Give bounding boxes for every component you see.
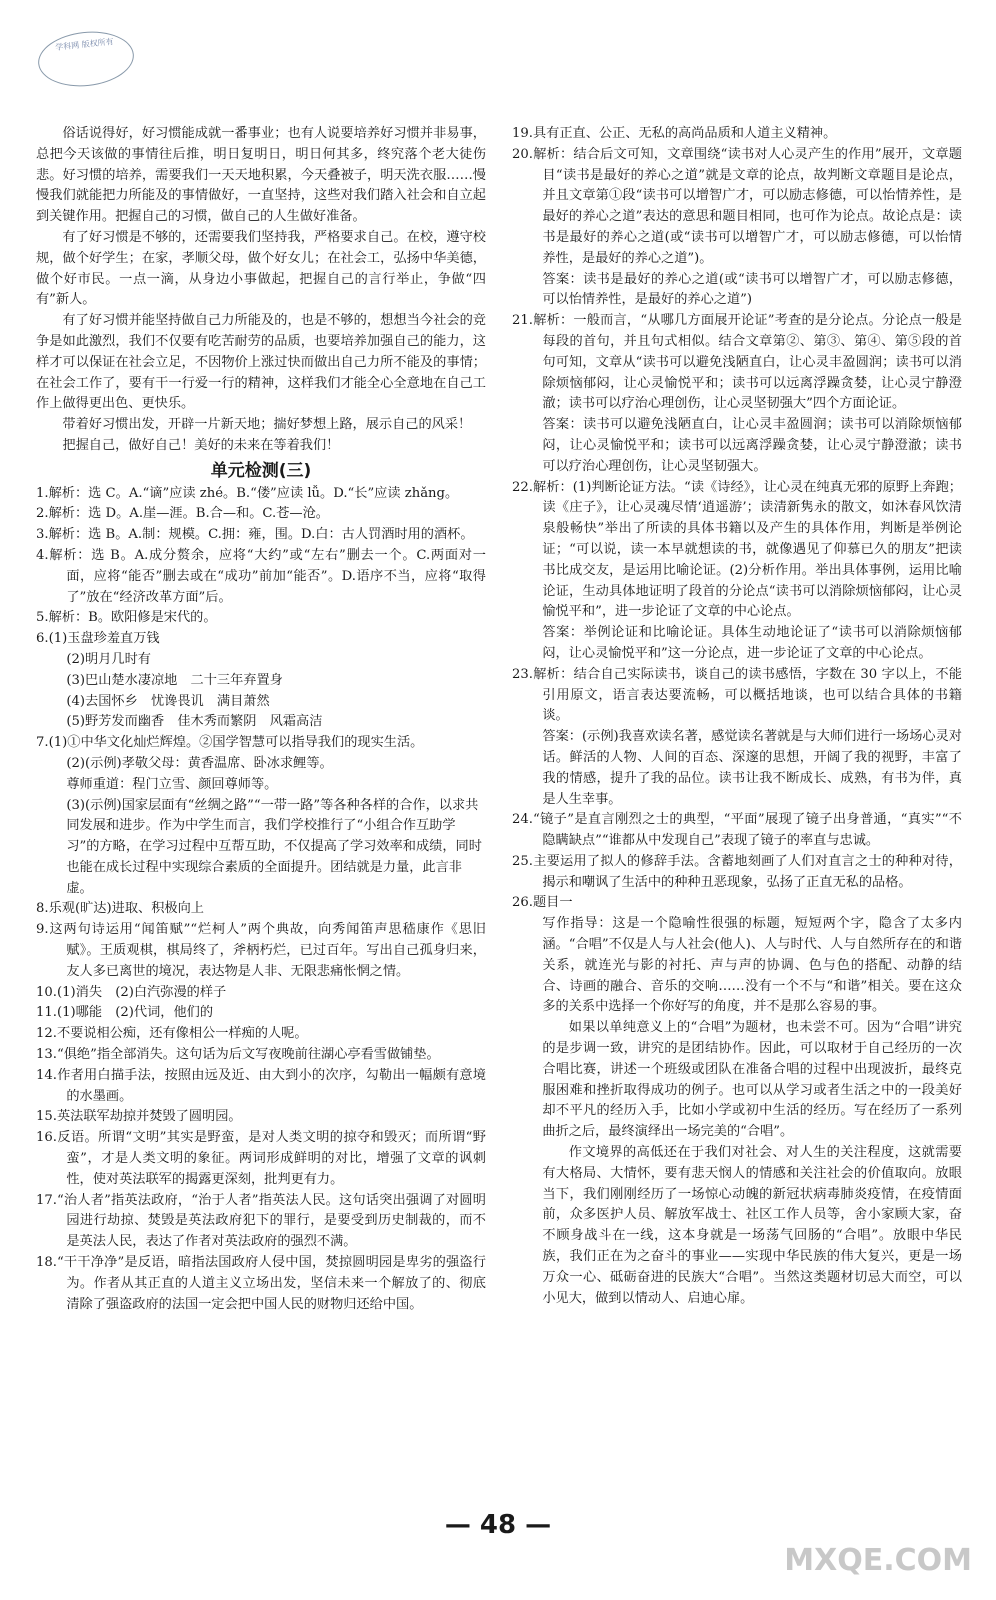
answer-item <box>36 899 486 920</box>
item-text: 解析：选 B。A.制：规模。C.拥：雍，围。D.白：古人罚酒时用的酒杯。 <box>48 527 474 543</box>
page-number: — 48 — <box>444 1510 552 1540</box>
item-number: 11. <box>36 1005 57 1021</box>
answer-item <box>36 1253 486 1315</box>
item-text: 题目一 <box>532 895 573 911</box>
sub-item: (3)(示例)国家层面有“丝绸之路”“一带一路”等各种各样的合作，以求共同发展和进步。作为中学生而言，我们学校推行了“小组合作互助学习”的方略，在学习过程中互帮互助，不仅提高了学习效率和成绩，同时也能在成长过程中实现综合素质的全面提升。团结就是力量，此言非虚。 <box>66 797 482 896</box>
essay-paragraph: 有了好习惯并能坚持做自己力所能及的，也是不够的，想想当今社会的竞争是如此激烈，我们不仅要有吃苦耐劳的品质，也要培养加强自己的能力，这样才可以保证在社会立足，不因物价上涨过快而做出自己力所不能及的事情；在社会工作了，要有干一行爱一行的精神，这样我们才能全心全意地在自己工作上做得更出色、更快乐。 <box>36 313 486 412</box>
left-column <box>36 124 486 1315</box>
watermark-logo: MXQE.COM <box>784 1543 972 1578</box>
answer-item <box>36 1066 486 1108</box>
answer-item <box>36 608 486 629</box>
item-text: 解析：选 B。A.成分赘余，应将“大约”或“左右”删去一个。C.两面对一面，应将“能否”删去或在“成功”前加“能否”。D.语序不当，应将“取得了”放在“经济改革方面”后。 <box>48 547 486 605</box>
answer-item <box>512 810 962 852</box>
item-text: (1)消失 (2)白汽弥漫的样子 <box>56 984 227 1000</box>
item-number: 21. <box>512 313 533 329</box>
item-text: “俱绝”指全部消失。这句话为后文写夜晚前往湖心亭看雪做铺垫。 <box>56 1047 440 1063</box>
essay-paragraph: 带着好习惯出发，开辟一片新天地；揣好梦想上路，展示自己的风采！ <box>62 417 472 433</box>
item-number: 4. <box>36 547 49 563</box>
item-number: 9. <box>36 922 49 938</box>
answer-item <box>36 1024 486 1045</box>
answer-item <box>512 665 962 727</box>
writing-guide-paragraph: 作文境界的高低还在于我们对社会、对人生的关注程度，这就需要有大格局、大情怀，要有悲天悯人的情感和关注社会的价值取向。放眼当下，我们刚刚经历了一场惊心动魄的新冠状病毒肺炎疫情，在疫情面前，众多医护人员、解放军战士、社区工作人员等，舍小家顾大家，奋不顾身战斗在一线，这本身就是一场荡气回肠的“合唱”。放眼中华民族，我们正在为之奋斗的事业——实现中华民族的伟大复兴，更是一场万众一心、砥砺奋进的民族大“合唱”。当然这类题材切忌大而空，可以小见大，做到以情动人、启迪心扉。 <box>542 1145 962 1306</box>
item-number: 14. <box>36 1067 57 1083</box>
item-text: “治人者”指英法政府，“治于人者”指英法人民。这句话突出强调了对圆明园进行劫掠、焚毁是英法政府犯下的罪行，是要受到历史制裁的，而不是英法人民，表达了作者对英法政府的强烈不满。 <box>56 1192 486 1250</box>
item-text: 乐观(旷达)进取、积极向上 <box>48 901 204 917</box>
item-number: 20. <box>512 146 533 162</box>
item-text: 解析：结合后文可知，文章围绕“读书对人心灵产生的作用”展开，文章题目“读书是最好的养心之道”就是文章的论点，故判断文章题目是论点，并且文章第①段“读书可以增智广才，可以励志修德，可以怡情养性，是最好的养心之道”表达的意思和题目相同，也可作为论点。故论点是：读书是最好的养心之道(或“读书可以增智广才，可以励志修德，可以怡情养性，是最好的养心之道”)。 <box>532 146 962 266</box>
answer-item <box>512 852 962 894</box>
item-text: 解析：B。欧阳修是宋代的。 <box>48 610 217 626</box>
item-number: 25. <box>512 853 533 869</box>
answer-item <box>36 1003 486 1024</box>
item-number: 3. <box>36 527 49 543</box>
writing-guide-paragraph: 写作指导：这是一个隐喻性很强的标题，短短两个字，隐含了太多内涵。“合唱”不仅是人与人社会(他人)、人与时代、人与自然所存在的和谐关系，就连光与影的衬托、声与声的协调、色与色的搭配、动静的结合、诗画的融合、音乐的交响……没有一个不与“和谐”相关。要在这众多的关系中选择一个你好写的角度，并不是那么容易的事。 <box>542 916 962 1015</box>
answer-item <box>512 311 962 415</box>
sub-item: 尊师重道：程门立雪、颜回尊师等。 <box>66 776 278 792</box>
item-text: 主要运用了拟人的修辞手法。含蓄地刻画了人们对直言之士的种种对待，揭示和嘲讽了生活中的种种丑恶现象，弘扬了正直无私的品格。 <box>532 853 962 890</box>
answer-item <box>36 546 486 608</box>
answer-item <box>36 484 486 505</box>
answer-item <box>36 525 486 546</box>
item-text: 解析：结合自己实际读书，谈自己的读书感悟，字数在 30 字以上，不能引用原文，语言表达要流畅，可以概括地谈，也可以结合具体的书籍谈。 <box>532 666 962 724</box>
answer-text: 答案：举例论证和比喻论证。具体生动地论证了“读书可以消除烦恼郁闷，让心灵愉悦平和”这一分论点，进一步论证了文章的中心论点。 <box>542 625 962 661</box>
sub-item: (3)巴山楚水凄凉地 二十三年弃置身 <box>66 672 283 688</box>
item-number: 1. <box>36 485 49 501</box>
item-number: 19. <box>512 126 533 141</box>
item-number: 24. <box>512 812 533 828</box>
item-text: 英法联军劫掠并焚毁了圆明园。 <box>56 1109 242 1125</box>
item-number: 22. <box>512 479 533 495</box>
item-number: 10. <box>36 984 57 1000</box>
item-number: 18. <box>36 1255 57 1271</box>
item-number: 8. <box>36 901 49 917</box>
item-number: 7. <box>36 735 49 751</box>
item-number: 17. <box>36 1192 57 1208</box>
item-text: “干干净净”是反语，暗指法国政府人侵中国，焚掠圆明园是卑劣的强盗行为。作者从其正直的人道主义立场出发，坚信未来一个解放了的、彻底清除了强盗政府的法国一定会把中国人民的财物归还给中国。 <box>56 1255 486 1312</box>
item-number: 15. <box>36 1109 57 1125</box>
item-number: 5. <box>36 610 49 626</box>
item-text: “镜子”是直言刚烈之士的典型，“平面”展现了镜子出身普通，“真实”“不隐瞒缺点”“谁都从中发现自己”表现了镜子的率直与忠诚。 <box>532 812 962 849</box>
sub-item: (5)野芳发而幽香 佳木秀而繁阴 风霜高洁 <box>66 714 323 730</box>
answer-item <box>36 1128 486 1190</box>
essay-paragraph: 有了好习惯是不够的，还需要我们坚持我，严格要求自己。在校，遵守校规，做个好学生；在家，孝顺父母，做个好女儿；在社会工，弘扬中华美德，做个好市民。一点一滴，从身边小事做起，把握自己的言行举止，争做“四有”新人。 <box>36 229 486 308</box>
item-number: 16. <box>36 1130 57 1146</box>
item-text: 具有正直、公正、无私的高尚品质和人道主义精神。 <box>532 126 837 141</box>
item-text: 解析：选 D。A.崖—涯。B.合—和。C.苍—沧。 <box>48 506 329 522</box>
section-heading: 单元检测(三) <box>210 460 312 481</box>
answer-text: 答案：读书是最好的养心之道(或“读书可以增智广才，可以励志修德，可以怡情养性，是最好的养心之道”) <box>542 271 962 308</box>
answer-text: 答案：(示例)我喜欢读名著，感觉读名著就是与大师们进行一场场心灵对话。鲜活的人物、人间的百态、深邃的思想，开阔了我的视野，丰富了我的情感，提升了我的品位。读书让我不断成长、成熟，有书为伴，真是人生幸事。 <box>542 729 962 807</box>
item-text: 作者用白描手法，按照由远及近、由大到小的次序，勾勒出一幅颇有意境的水墨画。 <box>56 1067 486 1104</box>
answer-item <box>36 983 486 1004</box>
writing-guide-paragraph: 如果以单纯意义上的“合唱”为题材，也未尝不可。因为“合唱”讲究的是步调一致，讲究的是团结协作。因此，可以取材于自己经历的一次合唱比赛，讲述一个班级或团队在准备合唱的过程中出现波折，最终克服困难和挫折取得成功的例子。也可以从学习或者生活之中的一段美好却不平凡的经历入手，比如小学或初中生活的经历。写在经历了一系列曲折之后，最终演绎出一场完美的“合唱”。 <box>542 1020 962 1140</box>
item-text: (1)①中华文化灿烂辉煌。②国学智慧可以指导我们的现实生活。 <box>48 735 424 751</box>
item-text: (1)哪能 (2)代词，他们的 <box>56 1005 214 1021</box>
item-text: 解析：(1)判断论证方法。“读《诗经》，让心灵在纯真无邪的原野上奔跑；读《庄子》，让心灵魂尽情‘逍遥游’；读清新隽永的散文，如沐春风饮清泉般畅快”举出了所读的具体书籍以及产生的具体作用，判断是举例论证；“可以说，读一本早就想读的书，就像遇见了仰慕已久的朋友”把读书比成交友，是运用比喻论证。(2)分析作用。举出具体事例，运用比喻论证，生动具体地证明了段首的分论点“读书可以消除烦恼郁闷，让心灵愉悦平和”，进一步论证了文章的中心论点。 <box>532 479 962 620</box>
sub-item: (4)去国怀乡 忧谗畏讥 满目萧然 <box>66 693 270 709</box>
right-column <box>512 124 962 1309</box>
item-text: 反语。所谓“文明”其实是野蛮，是对人类文明的掠夺和毁灭；而所谓“野蛮”，才是人类文明的象征。两词形成鲜明的对比，增强了文章的讽刺性，使对英法联军的揭露更深刻，批判更有力。 <box>56 1130 486 1187</box>
essay-paragraph: 俗话说得好，好习惯能成就一番事业；也有人说要培养好习惯并非易事，总把今天该做的事情往后推，明日复明日，明日何其多，终究落个老大徒伤悲。好习惯的培养，需要我们一天天地积累，今天叠被子，明天洗衣服……慢慢我们就能把力所能及的事情做好，一直坚持，这些对我们踏入社会和自立起到关键作用。把握自己的习惯，做自己的人生做好准备。 <box>36 126 486 225</box>
sub-item: (2)明月几时有 <box>66 651 151 667</box>
answer-item <box>512 145 962 270</box>
item-text: 不要说相公痴，还有像相公一样痴的人呢。 <box>56 1026 308 1042</box>
library-stamp: 学科网 版权所有 <box>35 27 136 91</box>
essay-paragraph: 把握自己，做好自己！美好的未来在等着我们！ <box>62 437 340 453</box>
answer-item <box>512 124 962 145</box>
answer-text: 答案：读书可以避免浅陋直白，让心灵丰盈圆润；读书可以消除烦恼郁闷，让心灵愉悦平和；读书可以远离浮躁贪婪，让心灵宁静澄澈；读书可以疗治心理创伤，让心灵坚韧强大。 <box>542 417 962 474</box>
answer-item <box>36 733 486 754</box>
item-number: 23. <box>512 666 533 682</box>
item-number: 26. <box>512 895 533 911</box>
sub-item: (2)(示例)孝敬父母：黄香温席、卧冰求鲤等。 <box>66 755 333 771</box>
item-text: 解析：选 C。A.“谪”应读 zhé。B.“偻”应读 lǚ。D.“长”应读 zhǎng。 <box>48 485 459 501</box>
item-text: 这两句诗运用“闻笛赋”“烂柯人”两个典故，向秀闻笛声思嵇康作《思旧赋》。王质观棋，棋局终了，斧柄朽烂，已过百年。写出自己孤身归来，友人多已离世的境况，表达物是人非、无限悲痛怅惘之情。 <box>48 922 486 979</box>
answer-item <box>36 504 486 525</box>
item-number: 6. <box>36 631 49 647</box>
item-number: 13. <box>36 1047 57 1063</box>
answer-item <box>512 893 962 914</box>
answer-item <box>36 1191 486 1253</box>
answer-item <box>36 629 486 650</box>
answer-item <box>36 920 486 982</box>
item-text: 解析：一般而言，“从哪几方面展开论证”考查的是分论点。分论点一般是每段的首句，并且句式相似。结合文章第②、第③、第④、第⑤段的首句可知，文章从“读书可以避免浅陋直白，让心灵丰盈圆润；读书可以消除烦恼郁闷，让心灵愉悦平和；读书可以远离浮躁贪婪，让心灵宁静澄澈；读书可以疗治心理创伤，让心灵坚韧强大”四个方面论证。 <box>532 313 962 412</box>
answer-item <box>36 1107 486 1128</box>
item-text: (1)玉盘珍羞直万钱 <box>48 631 160 647</box>
answer-item <box>512 478 962 624</box>
item-number: 12. <box>36 1026 57 1042</box>
item-number: 2. <box>36 506 49 522</box>
answer-item <box>36 1045 486 1066</box>
